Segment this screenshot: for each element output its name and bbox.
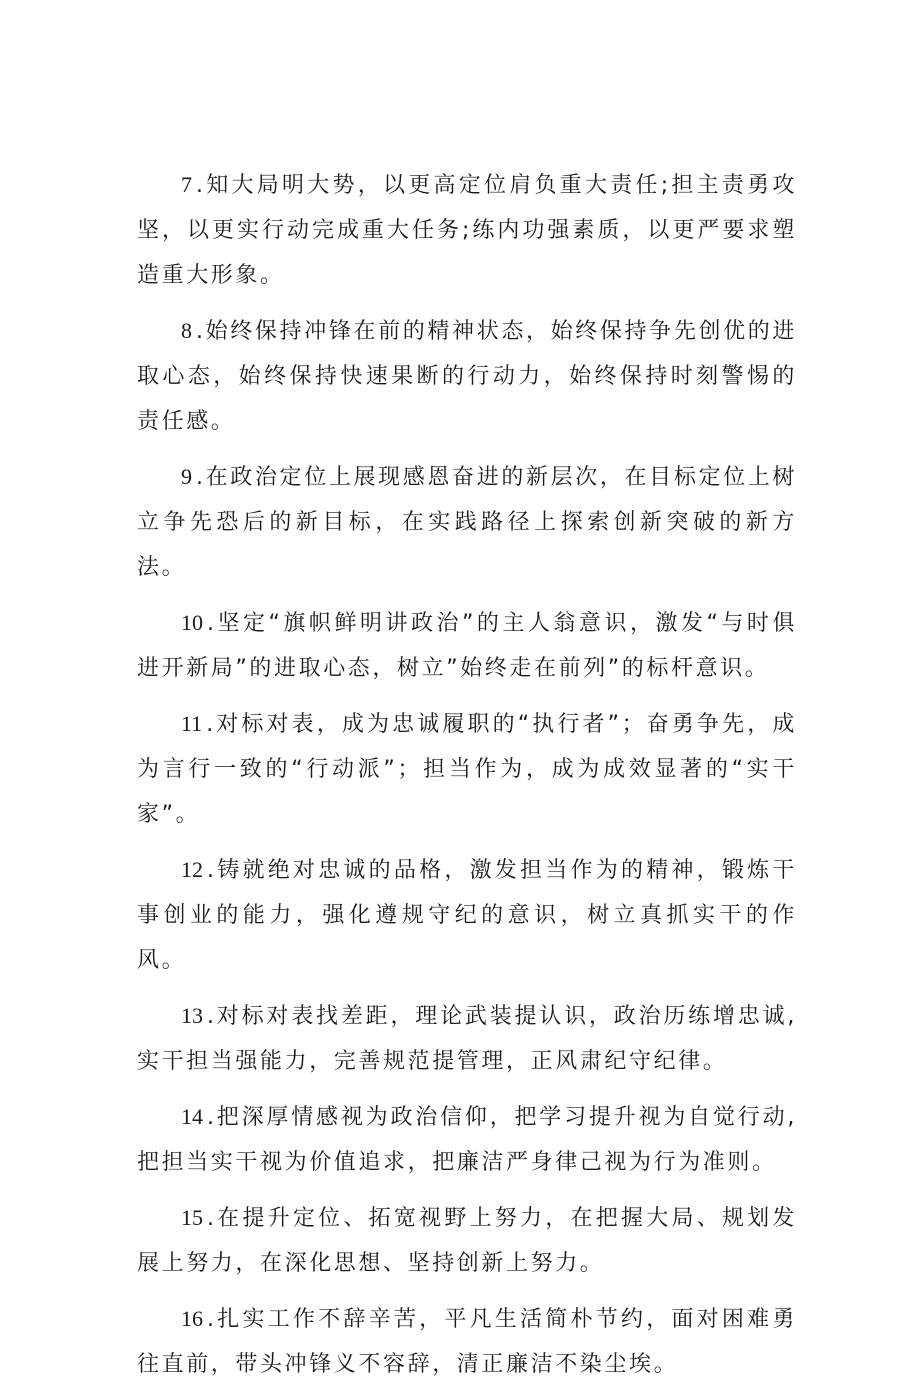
list-item (137, 1094, 797, 1185)
item-number: 9 (181, 464, 192, 489)
item-number: 10 (181, 610, 203, 635)
list-item (137, 308, 797, 444)
list-item (137, 600, 797, 691)
item-text: .知大局明大势，以更高定位肩负重大责任;担主责勇攻坚，以更实行动完成重大任务;练内功强素质，以更严要求塑造重大形象。 (137, 173, 797, 288)
item-text: .在提升定位、拓宽视野上努力，在把握大局、规划发展上努力，在深化思想、坚持创新上努力。 (137, 1206, 797, 1276)
item-text: .扎实工作不辞辛苦，平凡生活简朴节约，面对困难勇往直前，带头冲锋义不容辞，清正廉洁不染尘埃。 (137, 1307, 797, 1377)
document-body (137, 162, 797, 1397)
list-item (137, 1296, 797, 1387)
item-number: 12 (181, 857, 203, 882)
item-number: 15 (181, 1205, 203, 1230)
list-item (137, 847, 797, 983)
item-text: .坚定“旗帜鲜明讲政治”的主人翁意识，激发“与时俱进开新局”的进取心态，树立”始终走在前列”的标杆意识。 (137, 611, 797, 681)
item-text: .对标对表，成为忠诚履职的“执行者”；奋勇争先，成为言行一致的“行动派”；担当作为，成为成效显著的“实干家”。 (137, 712, 797, 827)
list-item (137, 162, 797, 298)
item-number: 7 (181, 172, 192, 197)
item-number: 16 (181, 1306, 203, 1331)
list-item (137, 993, 797, 1084)
item-text: .铸就绝对忠诚的品格，激发担当作为的精神，锻炼干事创业的能力，强化遵规守纪的意识，树立真抓实干的作风。 (137, 858, 797, 973)
list-item (137, 701, 797, 837)
list-item (137, 1195, 797, 1286)
item-number: 8 (181, 318, 192, 343)
item-text: .把深厚情感视为政治信仰，把学习提升视为自觉行动,把担当实干视为价值追求，把廉洁严身律己视为行为准则。 (137, 1105, 797, 1175)
item-text: .对标对表找差距，理论武装提认识，政治历练增忠诚,实干担当强能力，完善规范提管理，正风肃纪守纪律。 (137, 1004, 797, 1074)
item-number: 11 (181, 711, 203, 736)
item-number: 14 (181, 1104, 203, 1129)
item-number: 13 (181, 1003, 203, 1028)
item-text: .始终保持冲锋在前的精神状态，始终保持争先创优的进取心态，始终保持快速果断的行动力，始终保持时刻警惕的责任感。 (137, 319, 797, 434)
list-item (137, 454, 797, 590)
item-text: .在政治定位上展现感恩奋进的新层次，在目标定位上树立争先恐后的新目标，在实践路径上探索创新突破的新方法。 (137, 465, 797, 580)
